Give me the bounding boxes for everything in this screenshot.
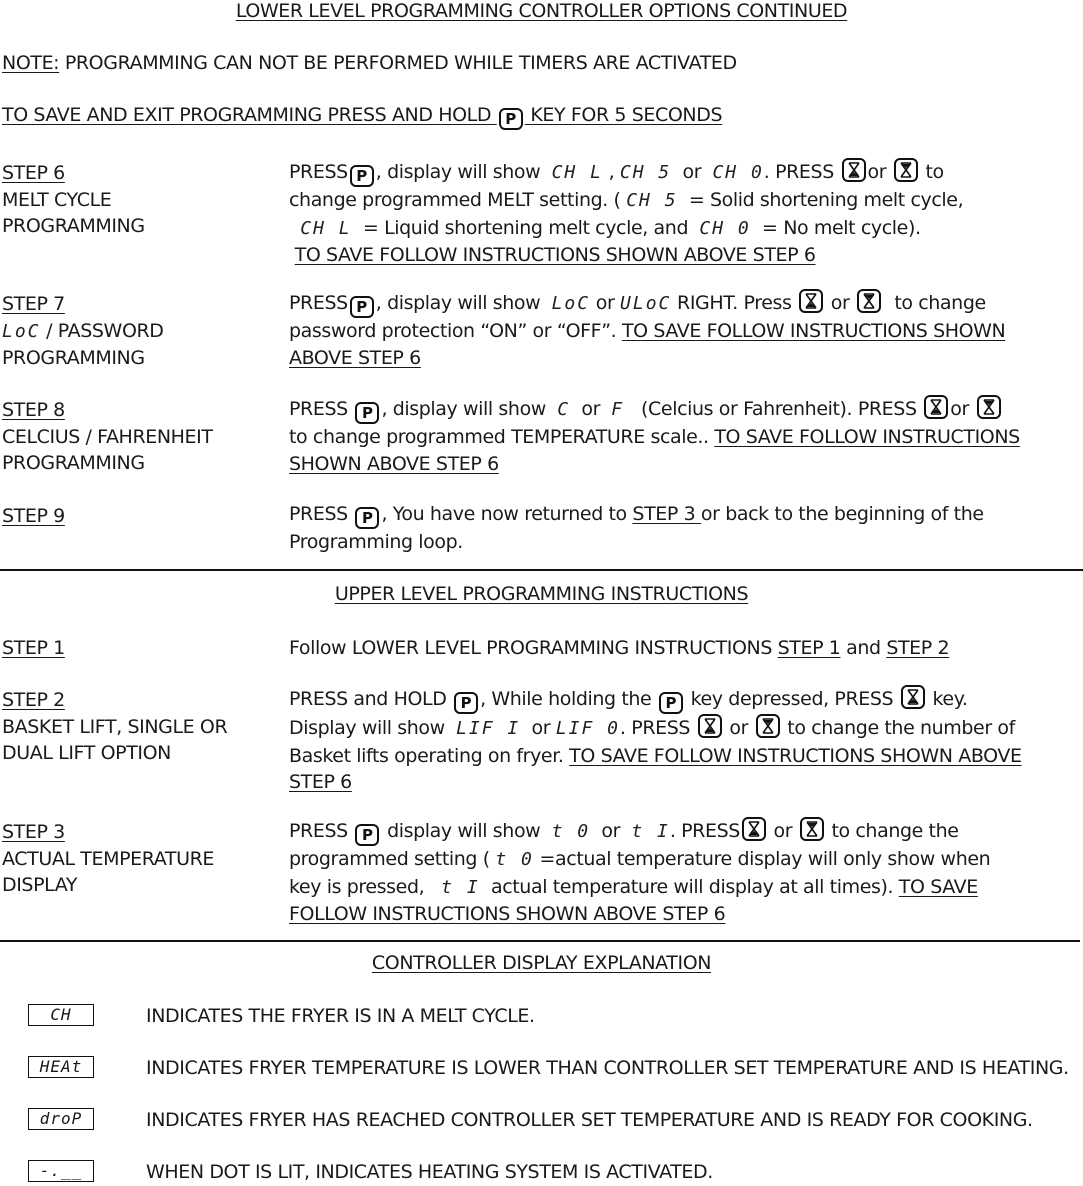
display-section-title: CONTROLLER DISPLAY EXPLANATION (371, 952, 712, 974)
upper-step-2-title: STEP 2 (2, 689, 65, 711)
text: or (595, 292, 615, 314)
text: PRESS and HOLD (289, 688, 447, 710)
display-explanation: INDICATES FRYER TEMPERATURE IS LOWER THAN CONTROLLER SET TEMPERATURE AND IS HEATING. (146, 1057, 1069, 1079)
text: = No melt cycle). (762, 216, 921, 239)
text: , display will show (381, 398, 546, 420)
text: PRESS (289, 161, 348, 183)
display-code-box: droP (28, 1108, 94, 1130)
text: = Liquid shortening melt cycle, and (362, 216, 689, 239)
text: or (581, 398, 600, 420)
display-code: LoC (2, 320, 41, 342)
text: Basket lifts operating on fryer. (289, 744, 570, 767)
hourglass-up-key-icon (924, 395, 948, 419)
display-code: CH L (300, 217, 352, 239)
text: TO SAVE FOLLOW INSTRUCTIONS SHOWN ABOVE (569, 744, 1022, 767)
p-key-icon: P (499, 108, 523, 130)
display-explanation: WHEN DOT IS LIT, INDICATES HEATING SYSTEM IS ACTIVATED. (146, 1161, 713, 1183)
note-text: PROGRAMMING CAN NOT BE PERFORMED WHILE TIMERS ARE ACTIVATED (59, 52, 737, 74)
text: or (830, 292, 850, 314)
text: or (867, 161, 887, 183)
step-6-title: STEP 6 (2, 162, 65, 184)
text: =actual temperature display will only show when (539, 848, 991, 870)
page-title: LOWER LEVEL PROGRAMMING CONTROLLER OPTIONS CONTINUED (235, 0, 848, 22)
text: TO SAVE (898, 875, 978, 898)
text: to change (894, 292, 986, 314)
display-code: CH L (551, 162, 603, 183)
block: Programming loop. (289, 531, 463, 553)
p-key-icon: P (350, 296, 374, 318)
note-line (2, 52, 737, 74)
p-key-icon: P (659, 692, 683, 714)
display-code-box: HEAt (28, 1056, 94, 1078)
block (2, 291, 164, 372)
text: and (840, 637, 887, 659)
text: , While holding the (480, 688, 652, 710)
hourglass-down-key-icon (756, 714, 780, 738)
text: to change the (831, 820, 959, 842)
text: or (773, 820, 793, 842)
display-code: t 0 (495, 849, 534, 870)
save-exit-text-a: TO SAVE AND EXIT PROGRAMMING PRESS AND HOLD (2, 104, 492, 126)
text: STEP 3 (632, 503, 701, 525)
upper-step-2-body (289, 685, 1079, 796)
text: key depressed, PRESS (690, 688, 894, 710)
text: key is pressed, (289, 875, 425, 898)
display-code-box: CH (28, 1004, 94, 1026)
save-exit-text-b: KEY FOR 5 SECONDS (530, 104, 723, 126)
text: programmed setting ( (289, 848, 490, 870)
p-key-icon: P (355, 824, 379, 846)
hourglass-down-key-icon (894, 158, 918, 182)
text: . PRESS (620, 717, 691, 739)
display-code: C (557, 399, 571, 420)
hourglass-up-key-icon (901, 685, 925, 709)
block: DISPLAY (2, 874, 78, 896)
text: . PRESS (669, 820, 740, 842)
text: TO SAVE FOLLOW INSTRUCTIONS SHOWN (621, 320, 1006, 342)
block (2, 635, 65, 662)
block: CELCIUS / FAHRENHEIT (2, 425, 213, 448)
upper-step-3-title: STEP 3 (2, 821, 65, 843)
text: SHOWN ABOVE STEP 6 (289, 452, 499, 475)
display-code: t I (631, 821, 670, 842)
save-exit-line (2, 104, 722, 130)
text: or back to the beginning of the (700, 503, 984, 525)
text: or (601, 820, 621, 842)
block: BASKET LIFT, SINGLE OR (2, 715, 228, 738)
text: actual temperature will display at all times). (490, 875, 899, 898)
upper-step-3-body (289, 817, 1079, 928)
display-code: CH 5 (619, 162, 672, 183)
block (2, 819, 214, 899)
display-code: LIF I (456, 718, 521, 739)
display-code: CH 5 (626, 190, 678, 211)
upper-step-1-body (289, 635, 1079, 662)
block: DUAL LIFT OPTION (2, 742, 171, 764)
text: or (950, 398, 969, 420)
text: . PRESS (763, 161, 834, 183)
display-explanation: INDICATES THE FRYER IS IN A MELT CYCLE. (146, 1005, 535, 1027)
text: Follow LOWER LEVEL PROGRAMMING INSTRUCTIONS (289, 637, 778, 659)
display-explanation: INDICATES FRYER HAS REACHED CONTROLLER SET TEMPERATURE AND IS READY FOR COOKING. (146, 1109, 1033, 1131)
step-9-title: STEP 9 (2, 505, 65, 527)
step-8-title: STEP 8 (2, 399, 65, 421)
p-key-icon: P (355, 402, 379, 424)
step-6-subtitle-2: PROGRAMMING (2, 215, 145, 237)
text: change programmed MELT setting. ( (289, 189, 621, 211)
display-code: LoC (551, 293, 591, 314)
hourglass-down-key-icon (857, 289, 881, 313)
upper-step-1-title: STEP 1 (2, 637, 65, 659)
block (2, 397, 213, 477)
display-code: CH 0 (699, 217, 751, 239)
text: password protection “ON” or “OFF”. (289, 320, 622, 342)
text: or (682, 161, 702, 183)
display-code: t I (441, 876, 480, 898)
block: ACTUAL TEMPERATURE (2, 847, 215, 870)
text: , (608, 161, 615, 183)
hourglass-down-key-icon (800, 817, 824, 841)
text: Display will show (289, 717, 445, 739)
display-code: t 0 (551, 821, 591, 842)
step-9-body (289, 501, 1079, 556)
block (2, 687, 227, 767)
hourglass-up-key-icon (842, 158, 866, 182)
text: , display will show (375, 161, 541, 183)
text: display will show (387, 820, 541, 842)
text: TO SAVE FOLLOW INSTRUCTIONS SHOWN ABOVE STEP 6 (294, 244, 816, 266)
section-divider (0, 569, 1083, 571)
text: PRESS (289, 820, 348, 842)
step-6-subtitle: MELT CYCLE (2, 188, 112, 211)
display-code: LIF 0 (555, 718, 621, 739)
text: , display will show (375, 292, 541, 314)
hourglass-up-key-icon (742, 817, 766, 841)
text: STEP 6 (289, 771, 352, 793)
hourglass-down-key-icon (977, 395, 1001, 419)
display-code: ULoC (620, 293, 672, 314)
p-key-icon: P (350, 165, 374, 187)
hourglass-up-key-icon (799, 289, 823, 313)
text: / PASSWORD (40, 319, 164, 342)
text: FOLLOW INSTRUCTIONS SHOWN ABOVE STEP 6 (289, 903, 726, 925)
section-divider (0, 940, 1080, 942)
p-key-icon: P (355, 507, 379, 529)
block: PROGRAMMING (2, 452, 145, 474)
display-code-box: -.__ (28, 1160, 94, 1182)
step-6-labels (2, 160, 145, 240)
step-8-body (289, 395, 1079, 477)
text: PRESS (289, 292, 348, 314)
step-7-title: STEP 7 (2, 293, 65, 315)
hourglass-up-key-icon (698, 714, 722, 738)
step-6-body (289, 158, 1079, 269)
text: STEP 1 (777, 637, 841, 659)
text: STEP 2 (886, 637, 950, 659)
text: ABOVE STEP 6 (289, 346, 421, 369)
note-label: NOTE: (2, 52, 60, 74)
text: (Celcius or Fahrenheit). PRESS (641, 398, 917, 420)
text: to change programmed TEMPERATURE scale.. (289, 426, 715, 448)
text: to (925, 161, 944, 183)
text: RIGHT. Press (677, 292, 792, 314)
display-code: CH 0 (712, 162, 764, 183)
p-key-icon: P (454, 692, 478, 714)
text: key. (932, 688, 968, 710)
text: to change the number of (787, 717, 1015, 739)
upper-section-title: UPPER LEVEL PROGRAMMING INSTRUCTIONS (334, 583, 749, 605)
text: PRESS (289, 398, 348, 420)
text: , You have now returned to (381, 503, 633, 525)
text: or (531, 717, 551, 739)
text: or (729, 717, 749, 739)
text: PRESS (289, 503, 348, 525)
text: = Solid shortening melt cycle, (688, 189, 964, 211)
step-7-body (289, 289, 1079, 371)
block: PROGRAMMING (2, 347, 145, 369)
display-code: F (611, 399, 625, 420)
text: TO SAVE FOLLOW INSTRUCTIONS (714, 426, 1020, 448)
block (2, 503, 65, 530)
